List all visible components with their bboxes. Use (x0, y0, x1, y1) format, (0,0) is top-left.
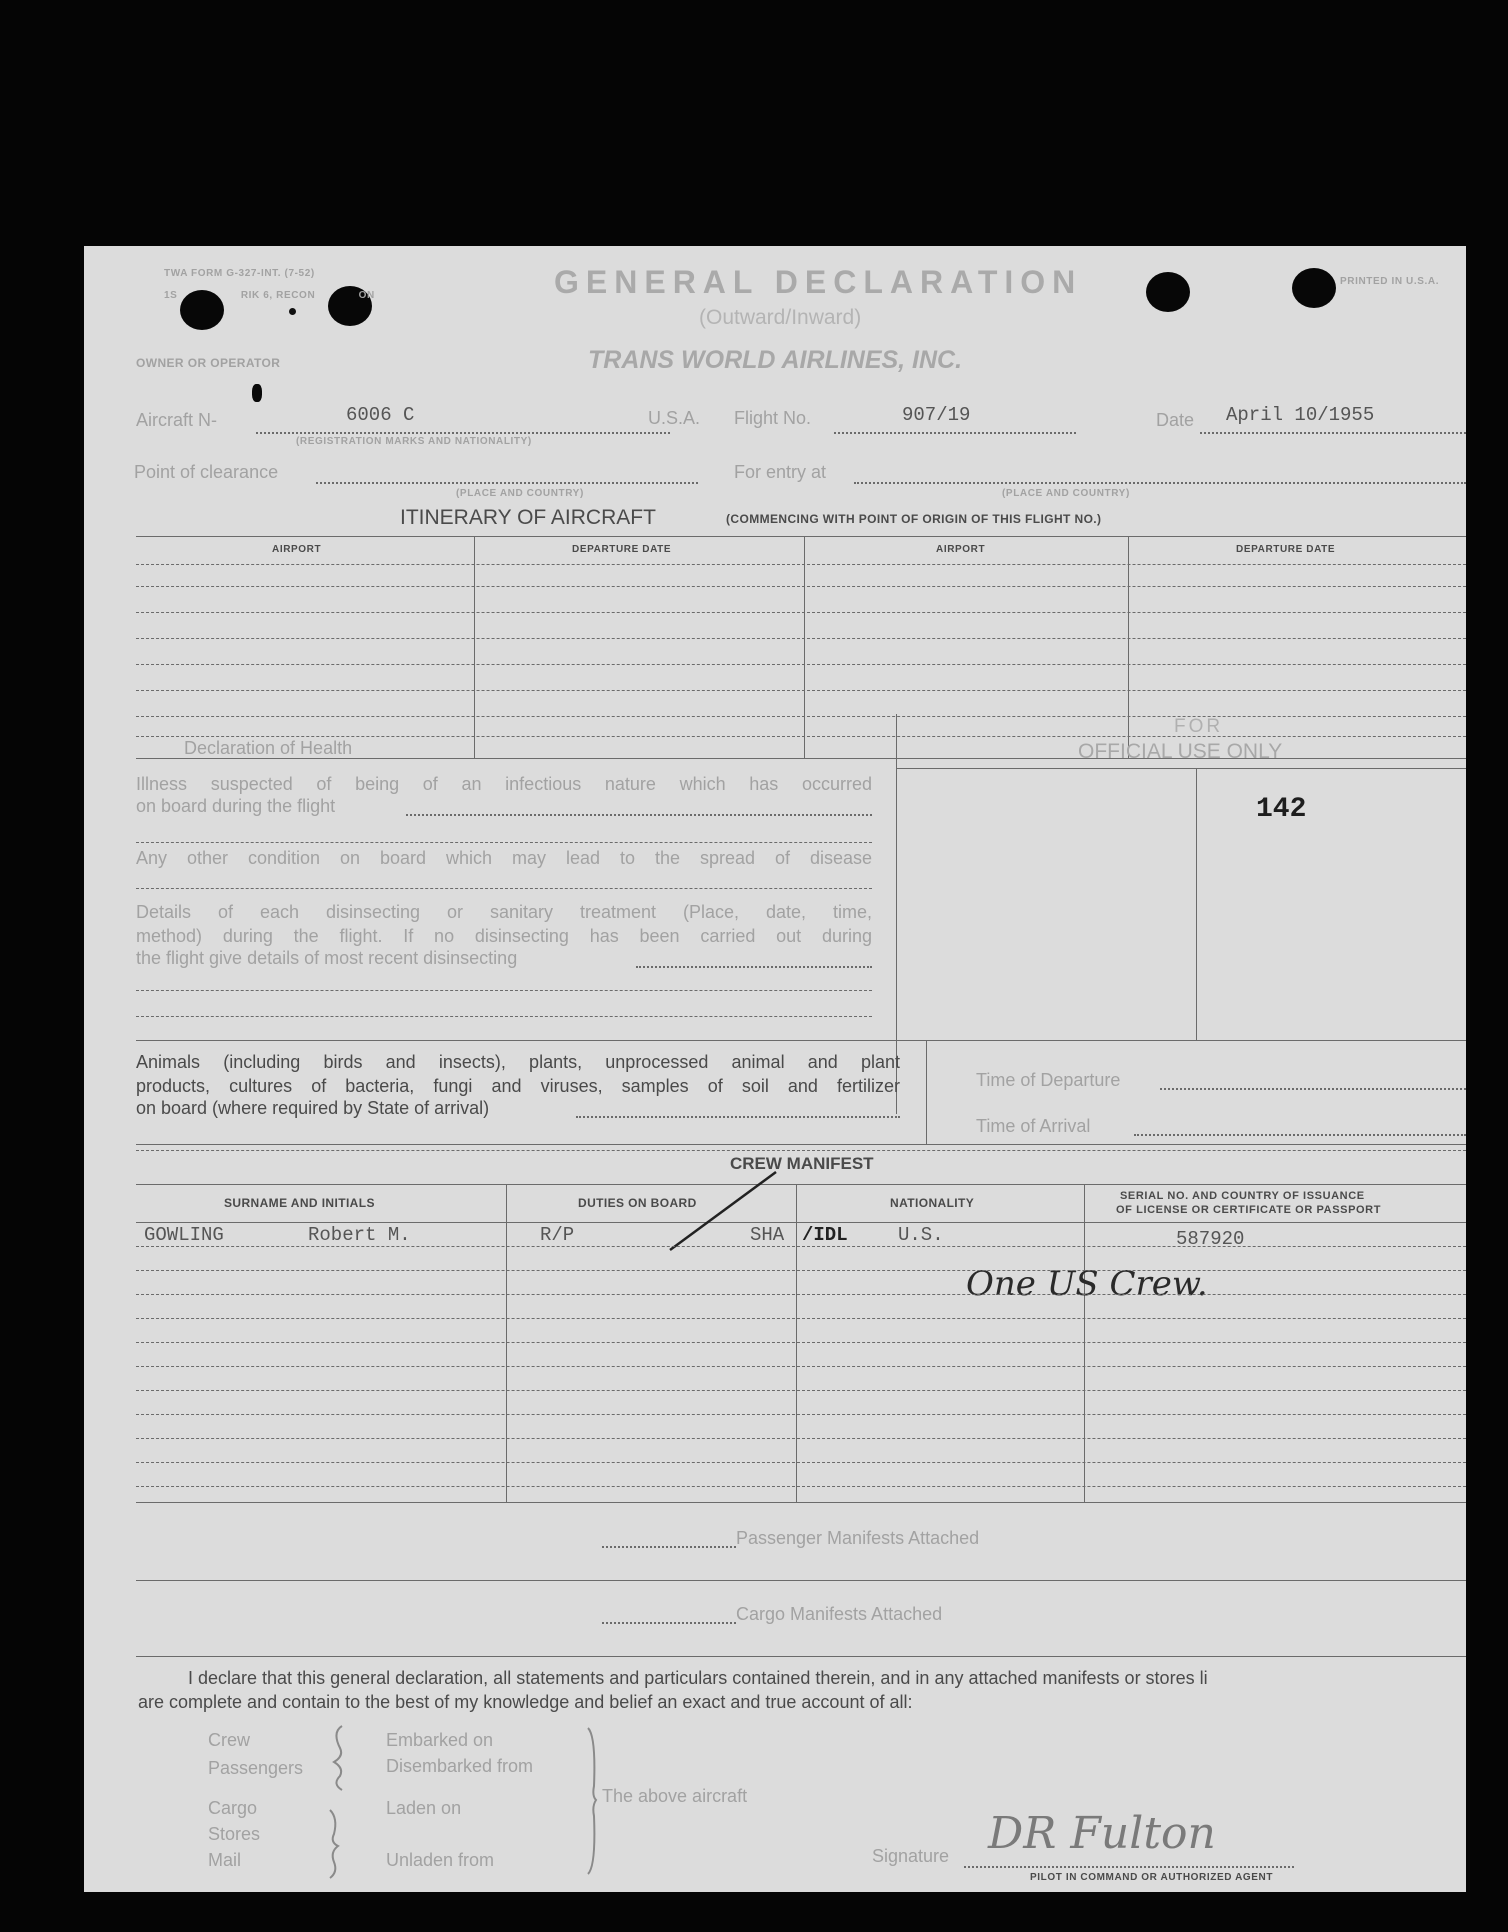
rule (136, 1580, 1466, 1581)
handwritten-crew-note: One US Crew. (966, 1264, 1208, 1304)
crew-initials: Robert M. (308, 1224, 411, 1246)
health-heading: Declaration of Health (184, 738, 353, 758)
field-line (1200, 432, 1466, 434)
punch-hole (1146, 272, 1190, 312)
decl-passengers: Passengers (208, 1758, 304, 1778)
rule (136, 1390, 1466, 1391)
place-caption-right: (PLACE AND COUNTRY) (1002, 488, 1130, 499)
departure-time-label: Time of Departure (976, 1070, 1121, 1090)
col-airport-2: AIRPORT (936, 544, 986, 555)
health-q2: Any other condition on board which may lead to the spread of disease (136, 848, 872, 868)
field-line (316, 482, 698, 484)
rule (1128, 536, 1129, 758)
rule (136, 1502, 1466, 1503)
official-use-label: OFFICIAL USE ONLY (1078, 740, 1283, 763)
rule (136, 1150, 1466, 1151)
place-caption-left: (PLACE AND COUNTRY) (456, 488, 584, 499)
rule (136, 1438, 1466, 1439)
rule (136, 690, 1466, 691)
form-title: GENERAL DECLARATION (554, 264, 1083, 300)
rule (136, 1366, 1466, 1367)
crew-route: SHA (750, 1224, 785, 1246)
flight-label: Flight No. (734, 408, 812, 428)
animals-line2: products, cultures of bacteria, fungi and viruses, samples of soil and fertilizer (136, 1076, 900, 1096)
official-stamp-number: 142 (1256, 794, 1307, 825)
col-surname: SURNAME AND INITIALS (224, 1196, 375, 1210)
declaration-line1: I declare that this general declaration, all statements and particulars contained therein, and in any attached manifests or stores li (188, 1668, 1208, 1688)
flight-date: April 10/1955 (1226, 404, 1375, 426)
form-revision: 1S RIK 6, RECON ON (164, 290, 375, 301)
cargo-manifests-label: Cargo Manifests Attached (736, 1604, 943, 1624)
rule (136, 1040, 1466, 1041)
rule (136, 842, 872, 843)
col-departure-date: DEPARTURE DATE (572, 544, 672, 555)
rule (136, 1462, 1466, 1463)
decl-stores: Stores (208, 1824, 261, 1844)
signature-label: Signature (872, 1846, 950, 1866)
airline-name: TRANS WORLD AIRLINES, INC. (588, 346, 963, 374)
field-line (1134, 1134, 1466, 1136)
rule (136, 1294, 1466, 1295)
ink-speck (252, 384, 262, 402)
col-nationality: NATIONALITY (890, 1196, 975, 1210)
field-line (636, 966, 872, 968)
decl-mail: Mail (208, 1850, 242, 1870)
brace-marks (324, 1722, 364, 1882)
rule (136, 536, 1466, 537)
registration-caption: (REGISTRATION MARKS AND NATIONALITY) (296, 436, 532, 447)
decl-unladen: Unladen from (386, 1850, 495, 1870)
health-q3-line2: method) during the flight. If no disinsecting has been carried out during (136, 926, 872, 946)
rule (136, 1222, 1466, 1223)
form-subtitle: (Outward/Inward) (699, 306, 862, 329)
entry-label: For entry at (734, 462, 827, 482)
country-label: U.S.A. (648, 408, 701, 428)
field-line (854, 482, 1466, 484)
decl-above-aircraft: The above aircraft (602, 1786, 748, 1806)
rule (136, 612, 1466, 613)
rule (796, 1184, 797, 1502)
owner-label: OWNER OR OPERATOR (136, 356, 281, 370)
signature-caption: PILOT IN COMMAND OR AUTHORIZED AGENT (1030, 1872, 1274, 1883)
animals-line3: on board (where required by State of arrival) (136, 1098, 490, 1118)
aircraft-registration: 6006 C (346, 404, 415, 426)
rule (136, 1342, 1466, 1343)
crew-serial: 587920 (1176, 1228, 1245, 1250)
field-line (602, 1622, 736, 1624)
aircraft-label: Aircraft N- (136, 410, 217, 430)
rule (136, 664, 1466, 665)
crew-duties: R/P (540, 1224, 575, 1246)
printed-note: PRINTED IN U.S.A. (1340, 276, 1440, 287)
col-duties: DUTIES ON BOARD (578, 1196, 697, 1210)
ink-speck (289, 308, 296, 315)
rule (136, 1144, 1466, 1145)
crew-route-to: /IDL (802, 1224, 848, 1246)
health-q3-line3: the flight give details of most recent disinsecting (136, 948, 518, 968)
rule (136, 1486, 1466, 1487)
col-serial-line1: SERIAL NO. AND COUNTRY OF ISSUANCE (1120, 1190, 1365, 1202)
rule (136, 586, 1466, 587)
decl-embarked: Embarked on (386, 1730, 494, 1750)
rule (136, 564, 1466, 565)
rule (136, 1414, 1466, 1415)
field-line (964, 1866, 1294, 1868)
official-for: FOR (1174, 716, 1224, 737)
ink-slash-mark (664, 1166, 784, 1256)
rule (1084, 1184, 1085, 1502)
field-line (834, 432, 1076, 434)
col-serial-line2: OF LICENSE OR CERTIFICATE OR PASSPORT (1116, 1204, 1382, 1216)
signature: DR Fulton (988, 1808, 1216, 1859)
animals-line1: Animals (including birds and insects), plants, unprocessed animal and plant (136, 1052, 900, 1072)
rule (136, 1318, 1466, 1319)
rule (136, 888, 872, 889)
rule (136, 638, 1466, 639)
health-q3-line1: Details of each disinsecting or sanitary treatment (Place, date, time, (136, 902, 872, 922)
passenger-manifests-label: Passenger Manifests Attached (736, 1528, 980, 1548)
form-number: TWA FORM G-327-INT. (7-52) (164, 268, 315, 279)
itinerary-note: (COMMENCING WITH POINT OF ORIGIN OF THIS FLIGHT NO.) (726, 512, 1102, 526)
bracket-mark (584, 1726, 604, 1876)
crew-manifest-title: CREW MANIFEST (730, 1154, 874, 1173)
crew-surname: GOWLING (144, 1224, 224, 1246)
col-departure-date-2: DEPARTURE DATE (1236, 544, 1336, 555)
field-line (576, 1116, 900, 1118)
crew-nationality: U.S. (898, 1224, 944, 1246)
rule (136, 1184, 1466, 1185)
rule (136, 1016, 872, 1017)
rule (136, 1656, 1466, 1657)
rule (1196, 768, 1197, 1040)
field-line (1160, 1088, 1466, 1090)
health-q1-line1: Illness suspected of being of an infectious nature which has occurred (136, 774, 872, 794)
punch-hole (1292, 268, 1336, 308)
rule (926, 1040, 927, 1144)
rule (136, 990, 872, 991)
decl-crew: Crew (208, 1730, 251, 1750)
field-line (602, 1546, 736, 1548)
flight-number: 907/19 (902, 404, 971, 426)
rule (136, 1246, 1466, 1247)
field-line (256, 432, 670, 434)
rule (896, 768, 1466, 769)
declaration-line2: are complete and contain to the best of my knowledge and belief an exact and true account of all: (138, 1692, 913, 1712)
rule (804, 536, 805, 758)
date-label: Date (1156, 410, 1195, 430)
health-q1-line2: on board during the flight (136, 796, 336, 816)
rule (136, 736, 1466, 737)
field-line (406, 814, 872, 816)
arrival-time-label: Time of Arrival (976, 1116, 1091, 1136)
rule (474, 536, 475, 758)
clearance-label: Point of clearance (134, 462, 279, 482)
rule (506, 1184, 507, 1502)
decl-cargo: Cargo (208, 1798, 258, 1818)
decl-laden: Laden on (386, 1798, 462, 1818)
declaration-form (84, 246, 1466, 1892)
col-airport: AIRPORT (272, 544, 322, 555)
decl-disembarked: Disembarked from (386, 1756, 534, 1776)
rule (136, 1270, 1466, 1271)
itinerary-title: ITINERARY OF AIRCRAFT (400, 506, 656, 529)
rule (136, 716, 1466, 717)
